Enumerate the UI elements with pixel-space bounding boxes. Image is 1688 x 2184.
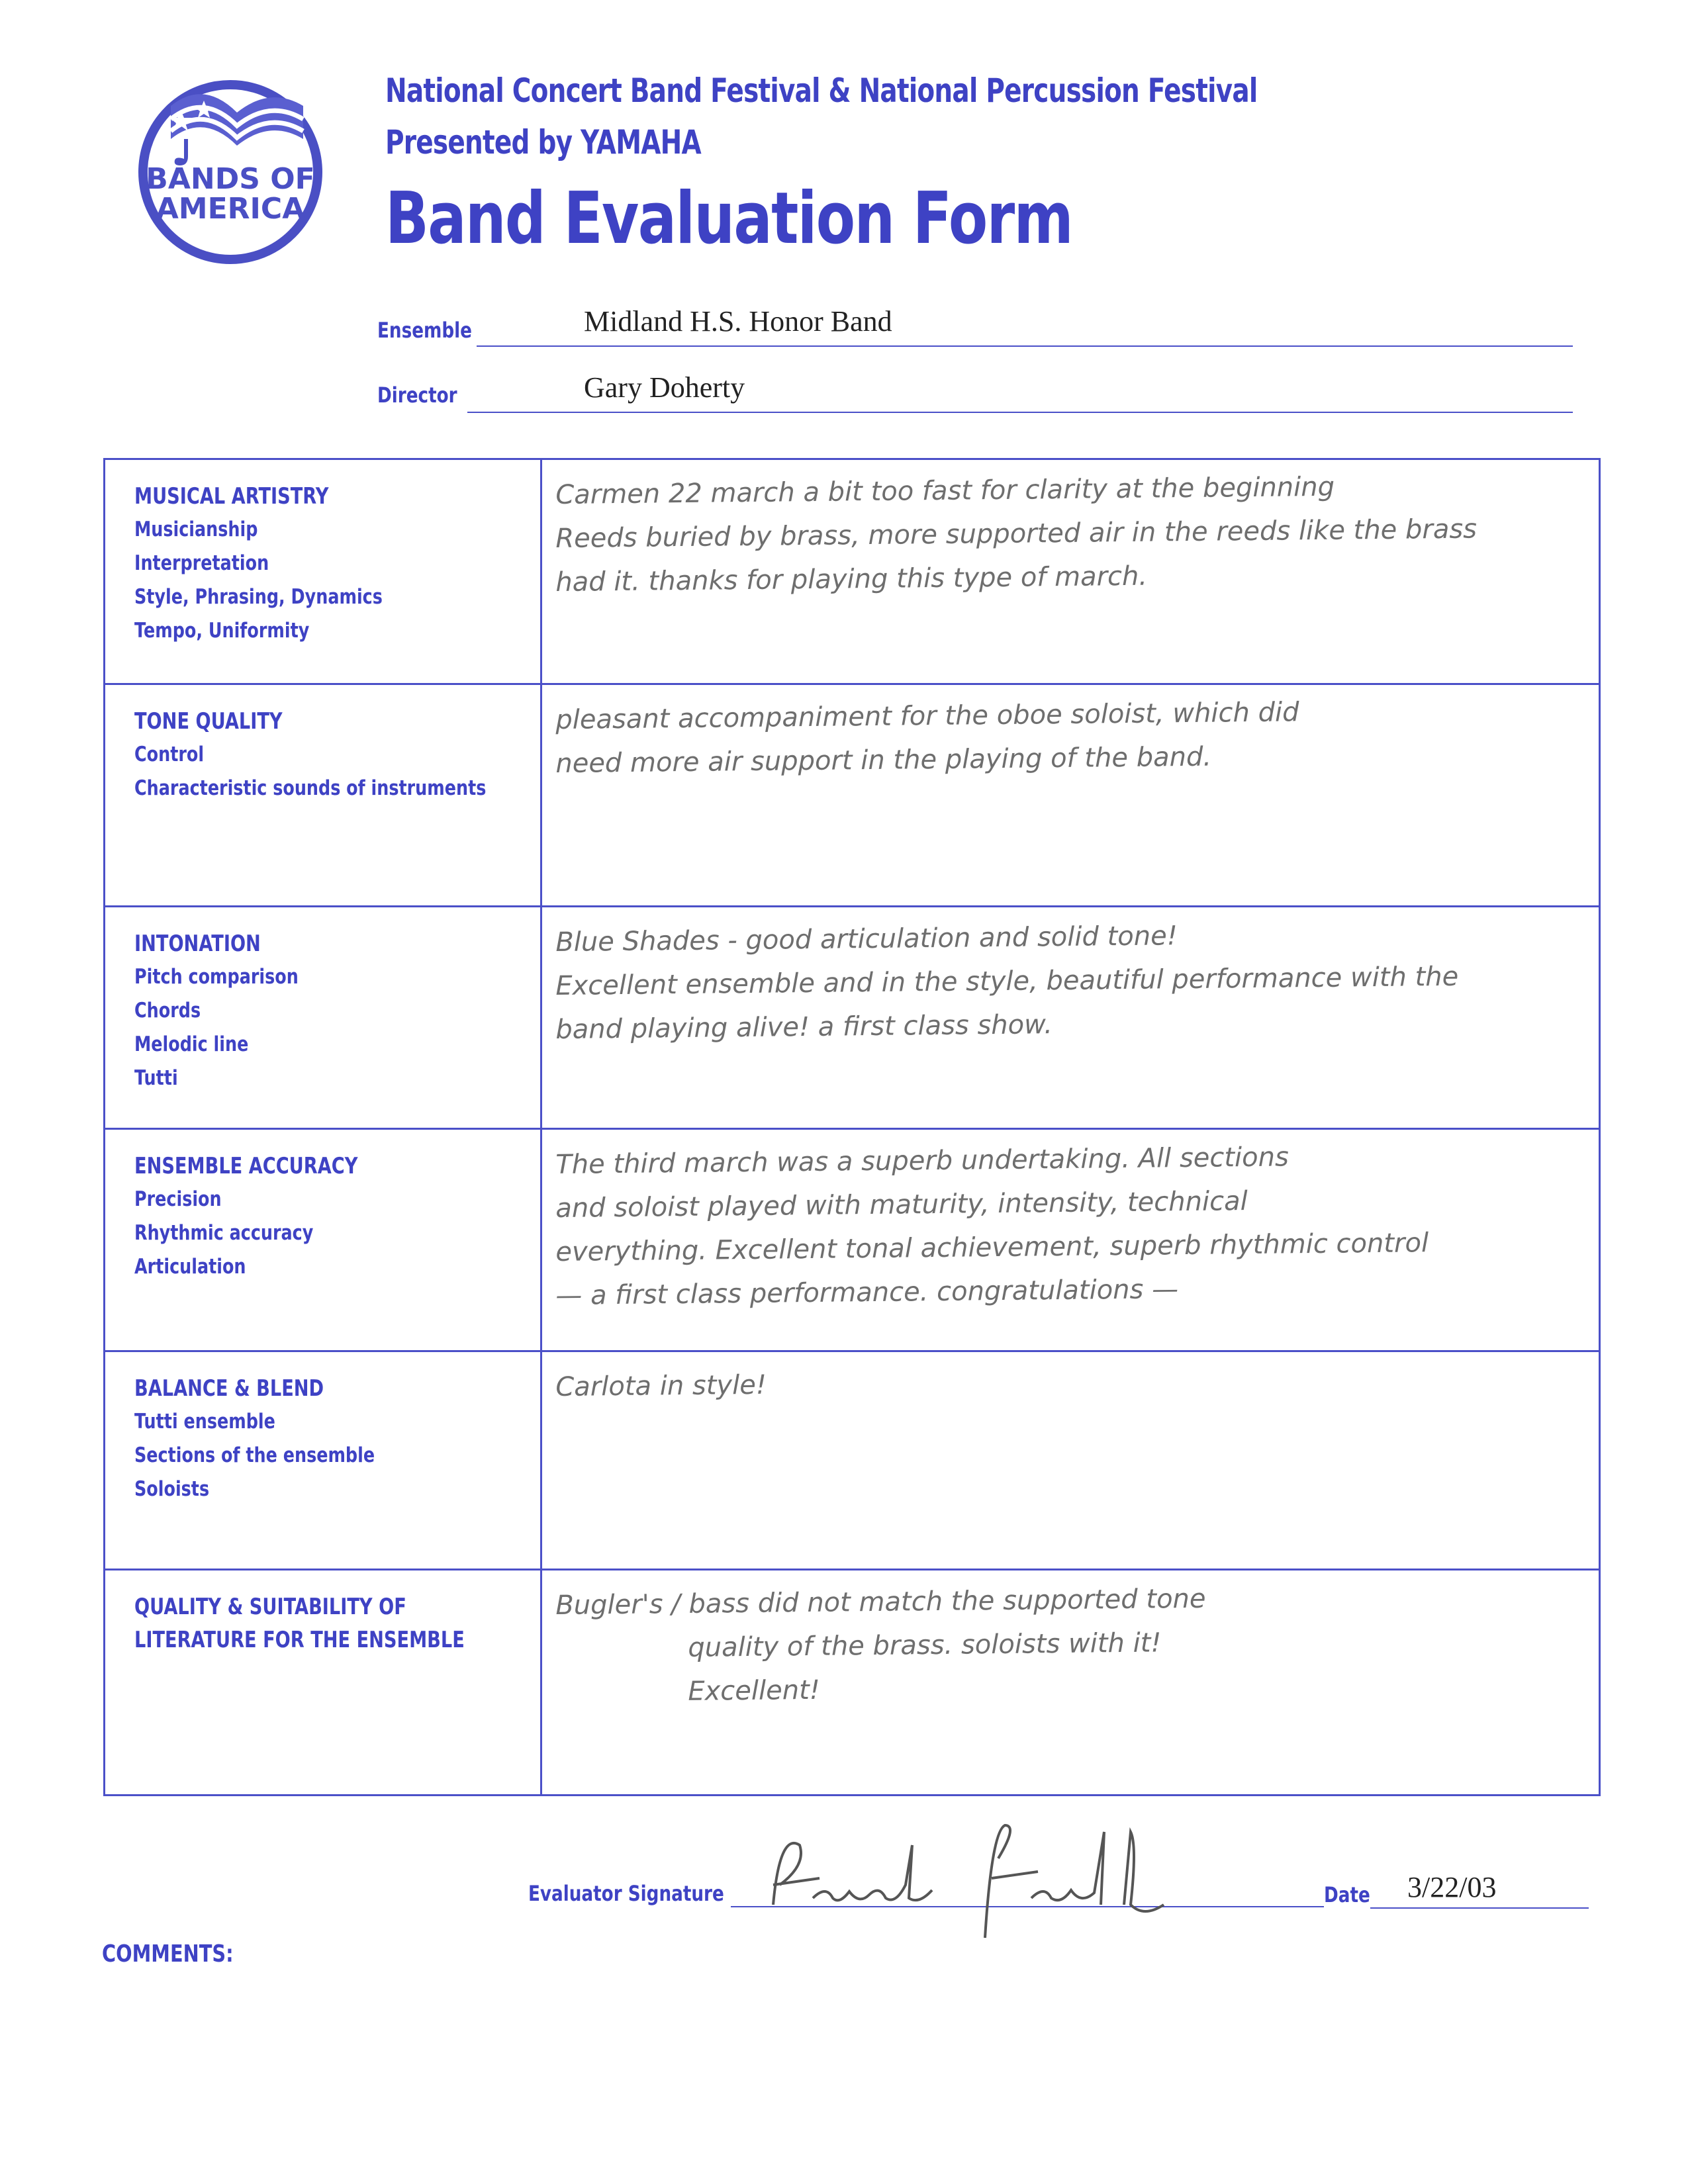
criteria-item: Characteristic sounds of instruments: [134, 776, 487, 800]
section-criteria: [105, 460, 542, 683]
criteria-item: Tutti ensemble: [134, 1410, 275, 1433]
comment-line: — a first class performance. congratulations —: [555, 1274, 1179, 1311]
handwritten-comment: [555, 698, 1579, 786]
handwritten-comment: [555, 1143, 1579, 1318]
director-underline: [467, 412, 1573, 413]
section-title: TONE QUALITY: [134, 708, 283, 735]
section-row-musical-artistry: [105, 460, 1599, 685]
logo-text-line1: BANDS OF: [146, 162, 315, 196]
section-title: ENSEMBLE ACCURACY: [134, 1153, 358, 1179]
ensemble-label: Ensemble: [377, 318, 472, 343]
comment-line: Blue Shades - good articulation and solid tone!: [555, 921, 1178, 958]
section-title: MUSICAL ARTISTRY: [134, 483, 329, 510]
section-title: QUALITY & SUITABILITY OF: [134, 1594, 406, 1620]
logo-text-line2: AMERICA: [156, 192, 305, 226]
criteria-item: Interpretation: [134, 551, 269, 575]
section-criteria: [105, 907, 542, 1128]
comment-line: Carmen 22 march a bit too fast for clarity at the beginning: [555, 471, 1335, 510]
evaluation-table: [103, 458, 1601, 1796]
handwritten-comment: [555, 921, 1579, 1052]
criteria-item: Precision: [134, 1187, 222, 1211]
criteria-item: Soloists: [134, 1477, 210, 1501]
section-row-tone-quality: [105, 685, 1599, 907]
comment-line: band playing alive! a first class show.: [555, 1009, 1053, 1045]
ensemble-underline: [477, 345, 1573, 347]
date-label: Date: [1324, 1882, 1370, 1907]
page-title: Band Evaluation Form: [385, 177, 1073, 260]
header-presented-line: Presented by YAMAHA: [385, 123, 701, 161]
criteria-item: Style, Phrasing, Dynamics: [134, 585, 383, 609]
criteria-item: Rhythmic accuracy: [134, 1221, 314, 1245]
evaluator-signature: [733, 1805, 1197, 1944]
comment-line: everything. Excellent tonal achievement, superb rhythmic control: [555, 1228, 1429, 1267]
section-title: INTONATION: [134, 931, 261, 957]
criteria-item: Sections of the ensemble: [134, 1443, 375, 1467]
evaluator-signature-label: Evaluator Signature: [528, 1881, 724, 1906]
comment-line: had it. thanks for playing this type of march.: [555, 561, 1148, 598]
section-criteria: [105, 685, 542, 905]
date-value: 3/22/03: [1407, 1871, 1497, 1903]
handwritten-comment: [555, 1365, 1579, 1409]
ensemble-value: Midland H.S. Honor Band: [584, 305, 892, 338]
comment-line: quality of the brass. soloists with it!: [688, 1627, 1162, 1663]
criteria-item: Control: [134, 743, 205, 766]
criteria-item: Tutti: [134, 1066, 178, 1090]
criteria-item: Melodic line: [134, 1032, 249, 1056]
comment-line: Carlota in style!: [555, 1369, 767, 1402]
section-criteria: [105, 1570, 542, 1794]
comment-line: Excellent ensemble and in the style, beautiful performance with the: [555, 961, 1459, 1001]
section-criteria: [105, 1352, 542, 1569]
comment-line: pleasant accompaniment for the oboe soloist, which did: [555, 697, 1299, 735]
director-label: Director: [377, 383, 457, 408]
comment-line: Reeds buried by brass, more supported air in the reeds like the brass: [555, 514, 1477, 554]
section-row-ensemble-accuracy: [105, 1130, 1599, 1352]
comments-label: COMMENTS:: [102, 1940, 234, 1968]
comment-line: Excellent!: [688, 1674, 821, 1707]
comment-line: The third march was a superb undertaking. All sections: [555, 1142, 1289, 1180]
section-title-continued: LITERATURE FOR THE ENSEMBLE: [134, 1627, 465, 1653]
comment-line: Bugler's / bass did not match the supported tone: [555, 1583, 1206, 1621]
bands-of-america-logo: [124, 66, 336, 265]
section-row-intonation: [105, 907, 1599, 1130]
criteria-item: Tempo, Uniformity: [134, 619, 310, 643]
criteria-item: Pitch comparison: [134, 965, 299, 989]
header-festival-line: National Concert Band Festival & National Percussion Festival: [385, 71, 1258, 110]
section-title: BALANCE & BLEND: [134, 1375, 324, 1402]
handwritten-comment: [555, 1584, 1579, 1715]
date-underline: [1370, 1907, 1589, 1909]
section-row-literature: [105, 1570, 1599, 1794]
criteria-item: Musicianship: [134, 518, 258, 541]
criteria-item: Chords: [134, 999, 201, 1023]
handwritten-comment: [555, 473, 1579, 604]
comment-line: need more air support in the playing of the band.: [555, 741, 1212, 779]
comment-line: and soloist played with maturity, intensity, technical: [555, 1186, 1248, 1224]
section-row-balance-blend: [105, 1352, 1599, 1570]
section-criteria: [105, 1130, 542, 1350]
director-value: Gary Doherty: [584, 371, 745, 404]
criteria-item: Articulation: [134, 1255, 246, 1279]
